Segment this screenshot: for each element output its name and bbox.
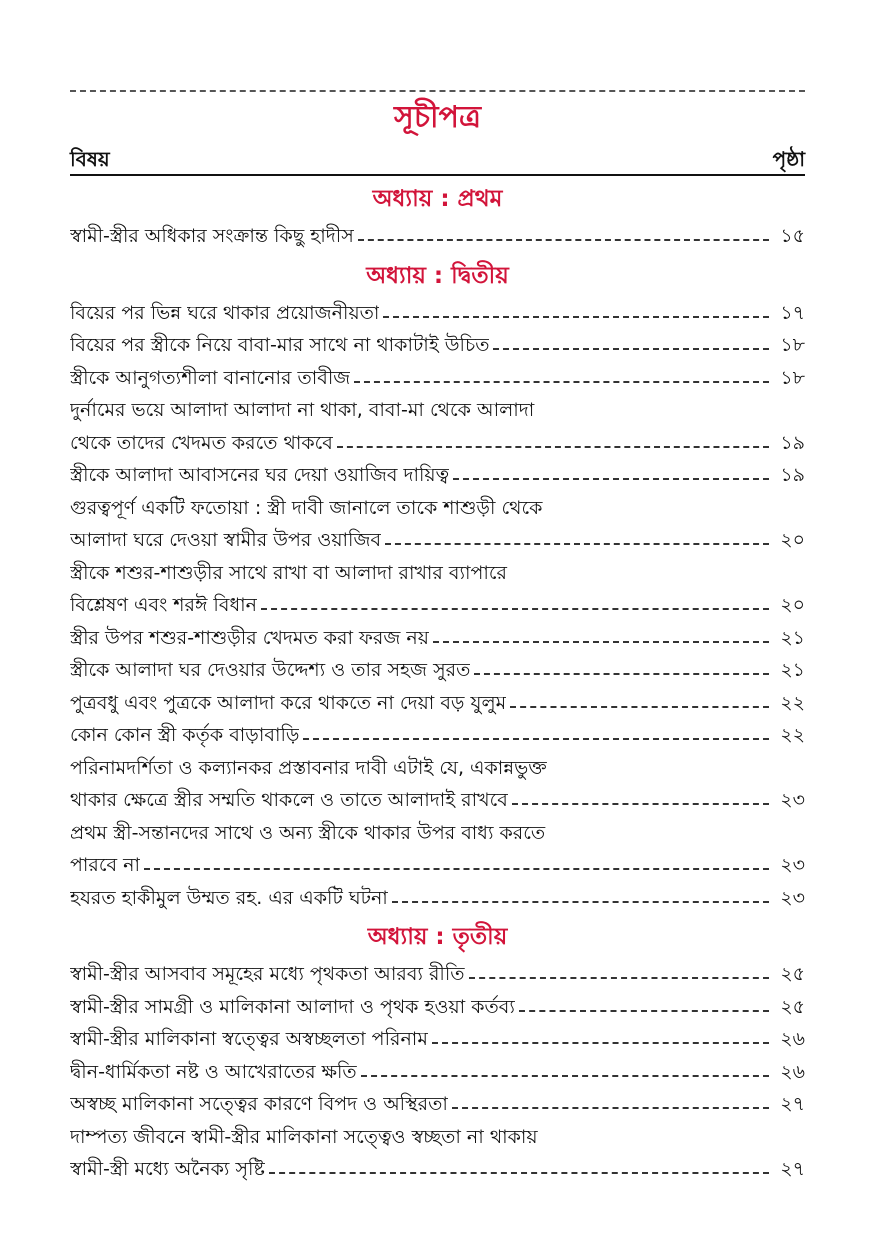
page-number: ২০ <box>780 594 805 616</box>
toc-entry[interactable] <box>70 849 805 882</box>
dotted-leader <box>361 1075 769 1077</box>
toc-entry-text: স্ত্রীকে আনুগত্যশীলা বানানোর তাবীজ <box>70 366 351 389</box>
toc-entry-line: প্রথম স্ত্রী-সন্তানদের সাথে ও অন্য স্ত্রীকে থাকার উপর বাধ্য করতে <box>70 821 546 844</box>
toc-entry-text: স্বামী-স্ত্রীর আসবাব সমূহের মধ্যে পৃথকতা আরব্য রীতি <box>70 963 465 985</box>
toc-entry-text: স্বামী-স্ত্রীর সামগ্রী ও মালিকানা আলাদা ও পৃথক হওয়া কর্তব্য <box>70 995 515 1018</box>
chapter-heading: অধ্যায় : দ্বিতীয় <box>366 262 509 289</box>
top-dashed-rule <box>70 90 805 92</box>
dotted-leader <box>385 543 769 545</box>
page-number: ২২ <box>780 724 805 746</box>
page-number: ১৭ <box>780 301 805 324</box>
dotted-leader <box>433 641 769 643</box>
toc-entry-text: থাকার ক্ষেত্রে স্ত্রীর সম্মতি থাকলে ও তাতে আলাদাই রাখবে <box>70 789 508 811</box>
dotted-leader <box>512 803 769 805</box>
toc-entry[interactable] <box>70 329 805 362</box>
toc-entry[interactable] <box>70 784 805 817</box>
dotted-leader <box>452 1107 769 1109</box>
dotted-leader <box>453 478 769 480</box>
dotted-leader <box>337 446 769 448</box>
toc-entry-text: স্বামী-স্ত্রীর অধিকার সংক্রান্ত কিছু হাদীস <box>70 225 354 247</box>
page-number: ২৫ <box>780 963 805 985</box>
dotted-leader <box>493 348 769 350</box>
page-number: ১৮ <box>780 366 805 389</box>
toc-entry[interactable] <box>70 991 805 1024</box>
toc-entry-text: কোন কোন স্ত্রী কর্তৃক বাড়াবাড়ি <box>70 724 300 746</box>
page-number: ২১ <box>780 659 805 681</box>
dotted-leader <box>261 608 769 610</box>
dotted-leader <box>519 1010 769 1012</box>
dotted-leader <box>392 901 769 903</box>
dotted-leader <box>474 673 769 675</box>
toc-entry-line: স্ত্রীকে শশুর-শাশুড়ীর সাথে রাখা বা আলাদা রাখার ব্যাপারে <box>70 561 508 584</box>
toc-entry[interactable] <box>70 719 805 752</box>
toc-entry[interactable] <box>70 1153 805 1186</box>
page-number: ২৬ <box>780 1060 805 1083</box>
toc-entry[interactable] <box>70 1056 805 1089</box>
toc-entry-text: হযরত হাকীমুল উম্মত রহ. এর একটি ঘটনা <box>70 886 388 909</box>
page-number: ১৮ <box>780 334 805 356</box>
dotted-leader <box>469 977 769 979</box>
dotted-leader <box>144 868 769 870</box>
toc-entry-line: দুর্নামের ভয়ে আলাদা আলাদা না থাকা, বাবা-মা থেকে আলাদা <box>70 399 535 421</box>
toc-entry-text: পুত্রবধু এবং পুত্রকে আলাদা করে থাকতে না দেয়া বড় যুলুম <box>70 691 507 714</box>
page-number: ২৭ <box>780 1093 805 1115</box>
toc-entry[interactable] <box>70 362 805 395</box>
toc-entry[interactable] <box>70 220 805 253</box>
page-title: সূচীপত্র <box>394 100 481 135</box>
dotted-leader <box>432 1042 769 1044</box>
page-column-header: পৃষ্ঠা <box>772 147 805 171</box>
toc-entry-text: পারবে না <box>70 854 140 876</box>
page-number: ২৫ <box>780 995 805 1018</box>
page-number: ২১ <box>780 626 805 649</box>
dotted-leader <box>358 239 769 241</box>
dotted-leader <box>354 381 769 383</box>
page-number: ২৩ <box>780 886 805 909</box>
toc-entry[interactable] <box>70 654 805 687</box>
toc-entry[interactable] <box>70 622 805 655</box>
toc-entry-text: স্ত্রীর উপর শশুর-শাশুড়ীর খেদমত করা ফরজ নয় <box>70 626 429 649</box>
toc-entry-text: স্ত্রীকে আলাদা ঘর দেওয়ার উদ্দেশ্য ও তার সহজ সুরত <box>70 659 471 681</box>
toc-entry[interactable] <box>70 297 805 330</box>
toc-entry-text: বিয়ের পর স্ত্রীকে নিয়ে বাবা-মার সাথে না থাকাটাই উচিত <box>70 334 490 356</box>
toc-entry[interactable] <box>70 524 805 557</box>
page-number: ২৭ <box>780 1158 805 1180</box>
toc-entry-line: পরিনামদর্শিতা ও কল্যানকর প্রস্তাবনার দাবী এটাই যে, একান্নভুক্ত <box>70 756 547 779</box>
toc-entry-text: দ্বীন-ধার্মিকতা নষ্ট ও আখেরাতের ক্ষতি <box>70 1060 357 1083</box>
toc-body <box>70 176 805 1186</box>
toc-entry-text: স্বামী-স্ত্রী মধ্যে অনৈক্য সৃষ্টি <box>70 1158 265 1180</box>
toc-entry[interactable] <box>70 882 805 915</box>
table-of-contents-page <box>70 90 805 1186</box>
page-number: ২২ <box>780 691 805 714</box>
toc-entry[interactable] <box>70 1088 805 1121</box>
chapter-heading: অধ্যায় : তৃতীয় <box>367 924 508 950</box>
toc-entry-line: দাম্পত্য জীবনে স্বামী-স্ত্রীর মালিকানা সত্ত্বেও স্বচ্ছতা না থাকায় <box>70 1125 538 1148</box>
page-number: ১৯ <box>780 431 805 454</box>
toc-entry[interactable] <box>70 459 805 492</box>
page-number: ১৫ <box>780 225 805 247</box>
dotted-leader <box>383 316 769 318</box>
chapter-heading: অধ্যায় : প্রথম <box>372 186 503 212</box>
page-number: ২৩ <box>780 854 805 876</box>
toc-entry-text: অস্বচ্ছ মালিকানা সত্ত্বের কারণে বিপদ ও অস্থিরতা <box>70 1093 448 1115</box>
page-number: ১৯ <box>780 464 805 486</box>
page-number: ২৬ <box>780 1028 805 1050</box>
dotted-leader <box>303 738 769 740</box>
toc-entry-text: স্ত্রীকে আলাদা আবাসনের ঘর দেয়া ওয়াজিব দায়িত্ব <box>70 464 450 486</box>
dotted-leader <box>269 1172 769 1174</box>
toc-entry-text: স্বামী-স্ত্রীর মালিকানা স্বত্ত্বের অস্বচ্ছলতা পরিনাম <box>70 1028 428 1050</box>
toc-entry-text: থেকে তাদের খেদমত করতে থাকবে <box>70 431 333 454</box>
toc-entry[interactable] <box>70 589 805 622</box>
toc-entry[interactable] <box>70 427 805 460</box>
toc-entry-text: বিয়ের পর ভিন্ন ঘরে থাকার প্রয়োজনীয়তা <box>70 301 380 324</box>
toc-header-row <box>70 140 805 176</box>
dotted-leader <box>510 706 769 708</box>
toc-entry-text: আলাদা ঘরে দেওয়া স্বামীর উপর ওয়াজিব <box>70 529 382 551</box>
subject-column-header: বিষয় <box>70 147 110 171</box>
page-number: ২৩ <box>780 789 805 811</box>
toc-entry-line: গুরত্বপূর্ণ একটি ফতোয়া : স্ত্রী দাবী জানালে তাকে শাশুড়ী থেকে <box>70 496 543 519</box>
toc-entry[interactable] <box>70 687 805 720</box>
page-number: ২০ <box>780 529 805 551</box>
toc-entry[interactable] <box>70 958 805 991</box>
toc-entry-text: বিশ্লেষণ এবং শরঈ বিধান <box>70 594 257 616</box>
toc-entry[interactable] <box>70 1023 805 1056</box>
